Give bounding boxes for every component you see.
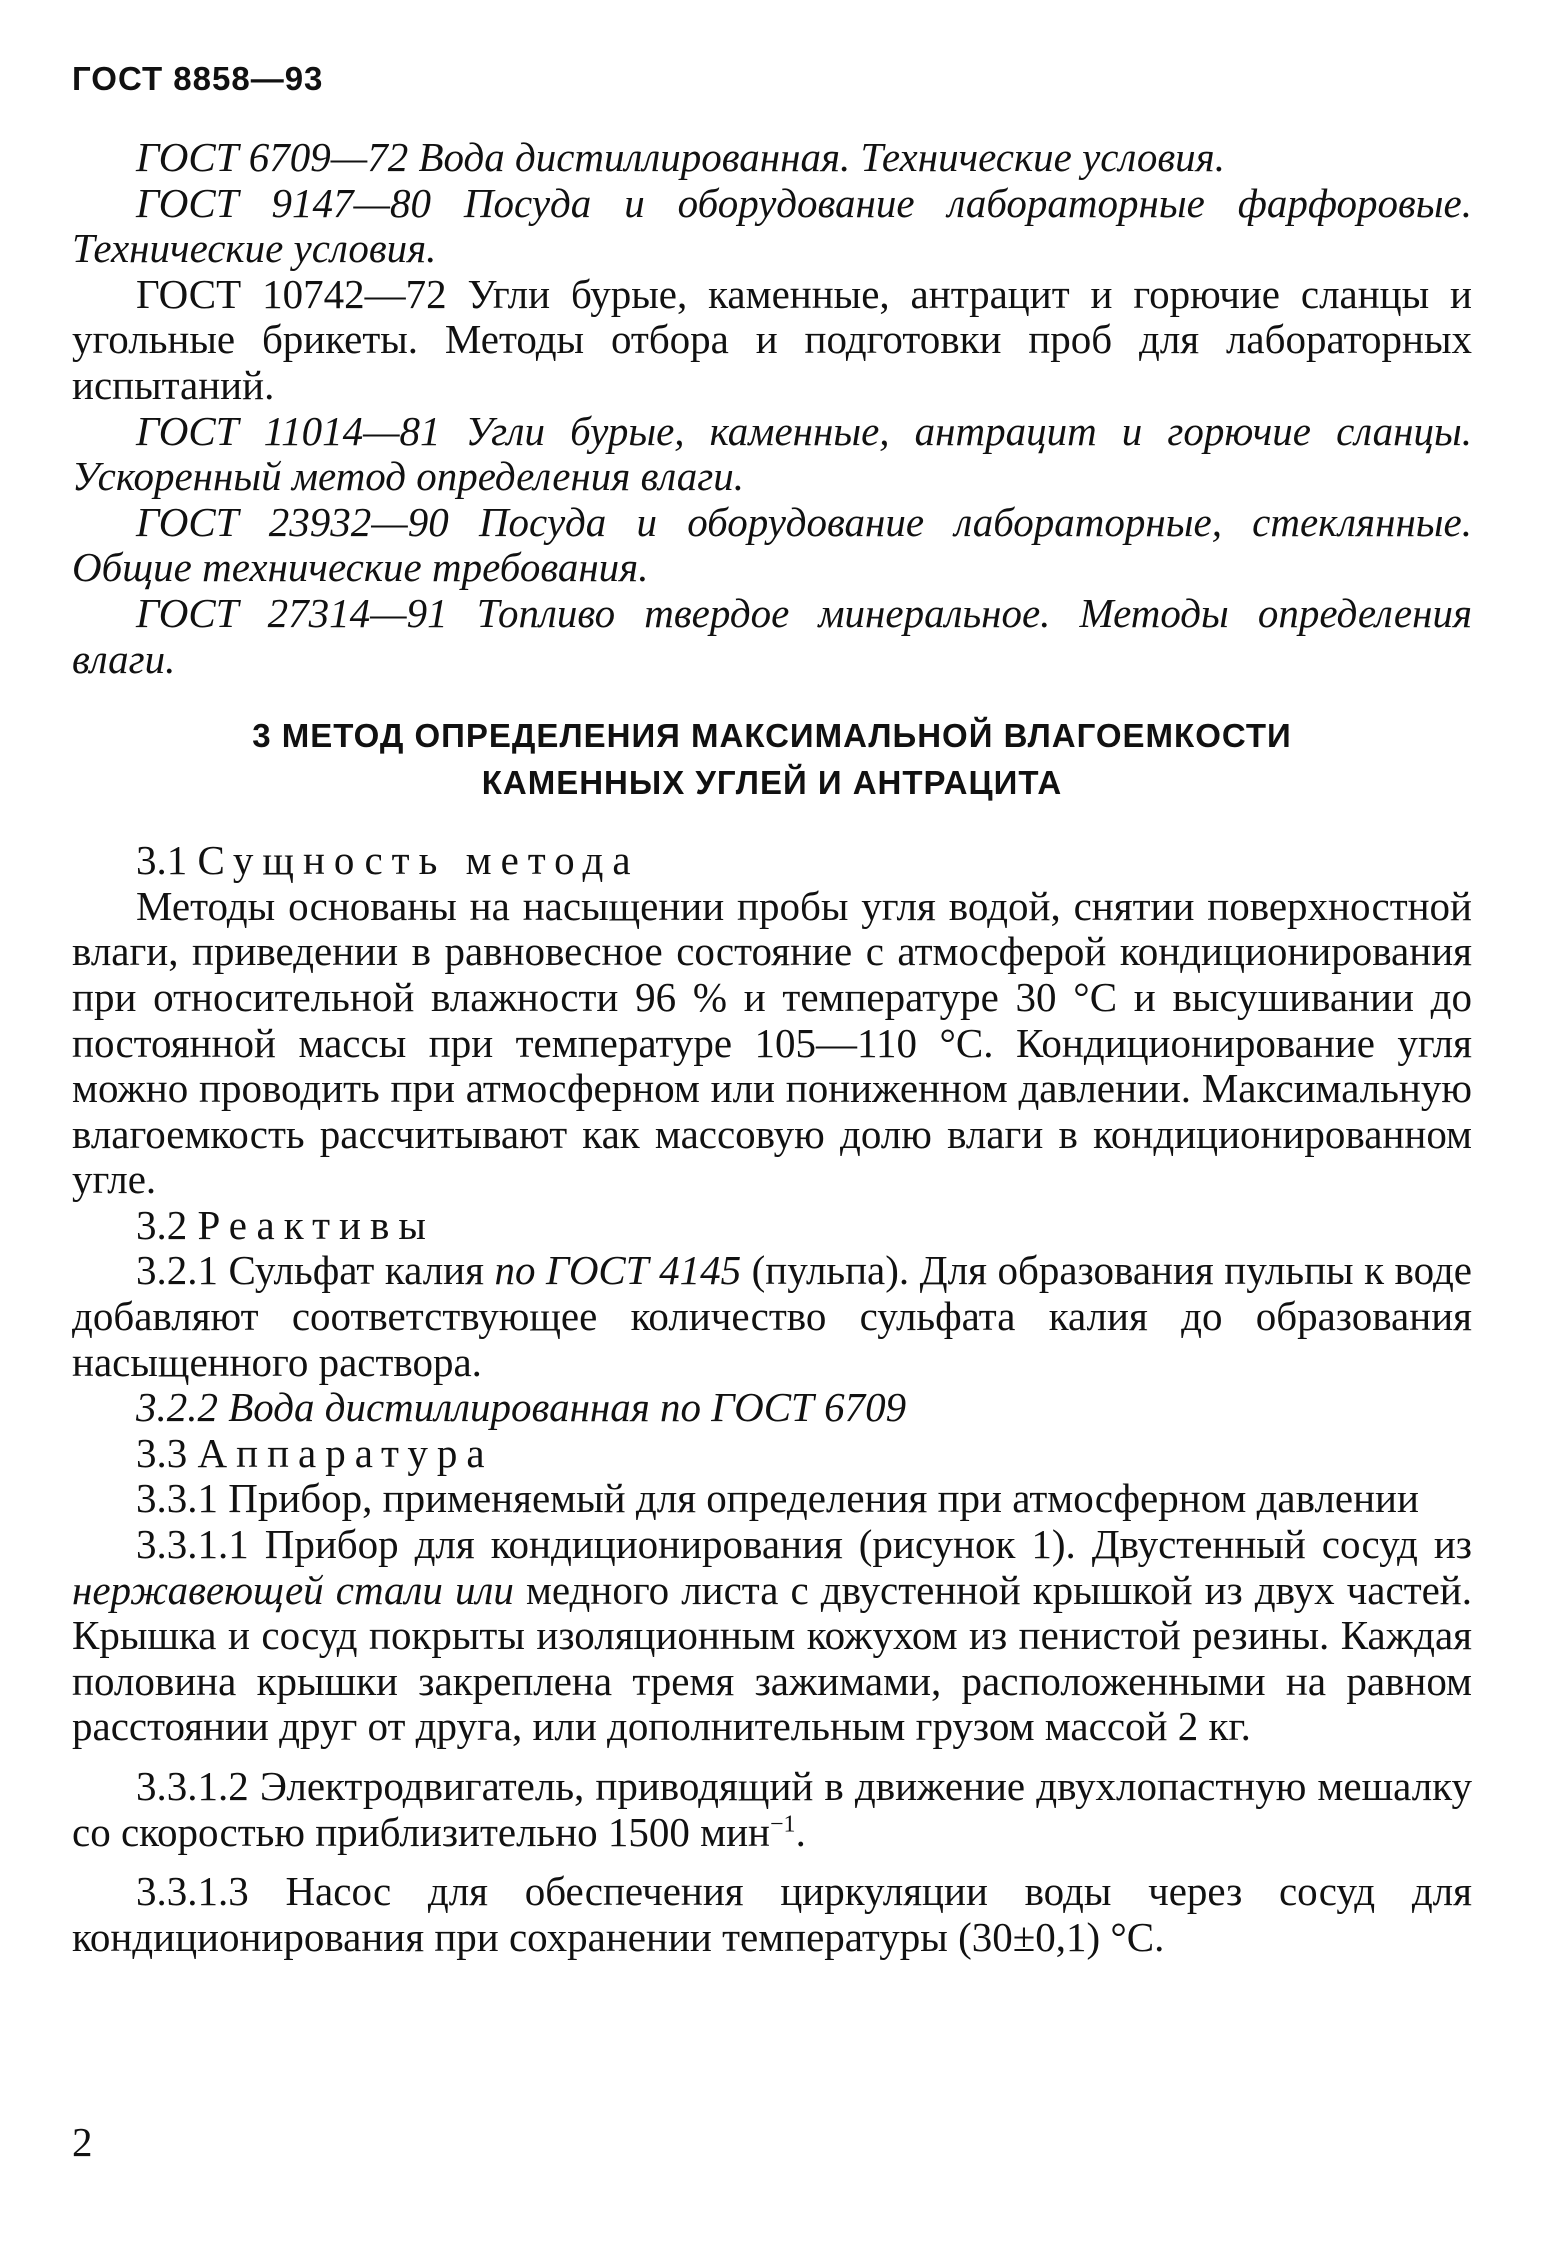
paragraph-3-3-1: 3.3.1 Прибор, применяемый для определения при атмосферном давлении xyxy=(136,1475,1419,1522)
paragraph-3-3-1-3: 3.3.1.3 Насос для обеспечения циркуляции воды через сосуд для кондиционирования при сохранении температуры (30±0,1) °С. xyxy=(72,1868,1472,1960)
text-span: 3.3.1.2 Электродвигатель, приводящий в движение двухлопастную мешалку со скоростью приблизительно 1500 мин xyxy=(72,1763,1472,1855)
subsection-number: 3.3 xyxy=(136,1429,188,1476)
page-number: 2 xyxy=(72,2119,93,2165)
reference-gost-11014: ГОСТ 11014—81 Угли бурые, каменные, антрацит и горючие сланцы. Ускоренный метод определения влаги. xyxy=(72,407,1472,500)
text-span: (пульпа). Для образования пульпы к воде добавляют соответствующее количество сульфата калия до образования насыщенного раствора. xyxy=(72,1247,1473,1385)
gost-reference-italic: по ГОСТ 4145 xyxy=(494,1247,742,1294)
paragraph-3-3-1-1 xyxy=(72,1522,1472,1750)
reference-gost-10742: ГОСТ 10742—72 Угли бурые, каменные, антрацит и горючие сланцы и угольные брикеты. Методы отбора и подготовки проб для лабораторных испытаний. xyxy=(72,270,1472,408)
subsection-title: Аппаратура xyxy=(197,1429,494,1476)
document-body xyxy=(72,135,1472,1960)
reference-gost-23932: ГОСТ 23932—90 Посуда и оборудование лабораторные, стеклянные. Общие технические требования. xyxy=(72,498,1472,591)
superscript: −1 xyxy=(770,1810,796,1837)
section-heading-line2: КАМЕННЫХ УГЛЕЙ И АНТРАЦИТА xyxy=(481,764,1063,802)
paragraph-method-essence: Методы основаны на насыщении пробы угля водой, снятии поверхностной влаги, приведении в равновесное состояние с атмосферой кондиционирования при относительной влажности 96 % и температуре 30 °С и высушивании до постоянной массы при температуре 105—110 °С. Кондиционирование угля можно проводить при атмосферном или пониженном давлении. Максимальную влагоемкость рассчитывают как массовую долю влаги в кондиционированном угле. xyxy=(72,882,1472,1203)
text-span: 3.3.1.1 Прибор для кондиционирования (рисунок 1). Двустенный сосуд из xyxy=(136,1521,1472,1568)
text-span: . xyxy=(795,1808,806,1855)
text-span: 3.2.1 Сульфат калия xyxy=(136,1247,484,1294)
subsection-3-2-title xyxy=(72,1203,1472,1249)
reference-gost-9147: ГОСТ 9147—80 Посуда и оборудование лабораторные фарфоровые. Технические условия. xyxy=(72,179,1472,272)
paragraph-3-2-1 xyxy=(72,1248,1472,1385)
reference-gost-6709: ГОСТ 6709—72 Вода дистиллированная. Технические условия. xyxy=(136,134,1225,180)
section-heading-line1: 3 МЕТОД ОПРЕДЕЛЕНИЯ МАКСИМАЛЬНОЙ ВЛАГОЕМКОСТИ xyxy=(252,717,1292,755)
text-span: медного листа с двустенной крышкой из двух частей. Крышка и сосуд покрыты изоляционным кожухом из пенистой резины. Каждая половина крышки закреплена тремя зажимами, расположенными на равном расстоянии друг от друга, или дополнительным грузом массой 2 кг. xyxy=(72,1566,1473,1750)
subsection-title: Сущность метода xyxy=(197,837,640,884)
subsection-3-3-title xyxy=(72,1431,1472,1477)
paragraph-3-3-1-2 xyxy=(72,1764,1472,1855)
italic-span: нержавеющей стали или xyxy=(72,1566,514,1613)
page-header-code: ГОСТ 8858—93 xyxy=(72,60,324,97)
section-heading xyxy=(72,712,1472,806)
reference-gost-27314: ГОСТ 27314—91 Топливо твердое минеральное. Методы определения влаги. xyxy=(72,589,1472,682)
subsection-number: 3.2 xyxy=(136,1201,188,1248)
paragraph-3-2-2: 3.2.2 Вода дистиллированная по ГОСТ 6709 xyxy=(136,1384,907,1431)
subsection-3-1-title xyxy=(72,838,1472,884)
subsection-number: 3.1 xyxy=(136,837,188,884)
subsection-title: Реактивы xyxy=(197,1201,435,1248)
